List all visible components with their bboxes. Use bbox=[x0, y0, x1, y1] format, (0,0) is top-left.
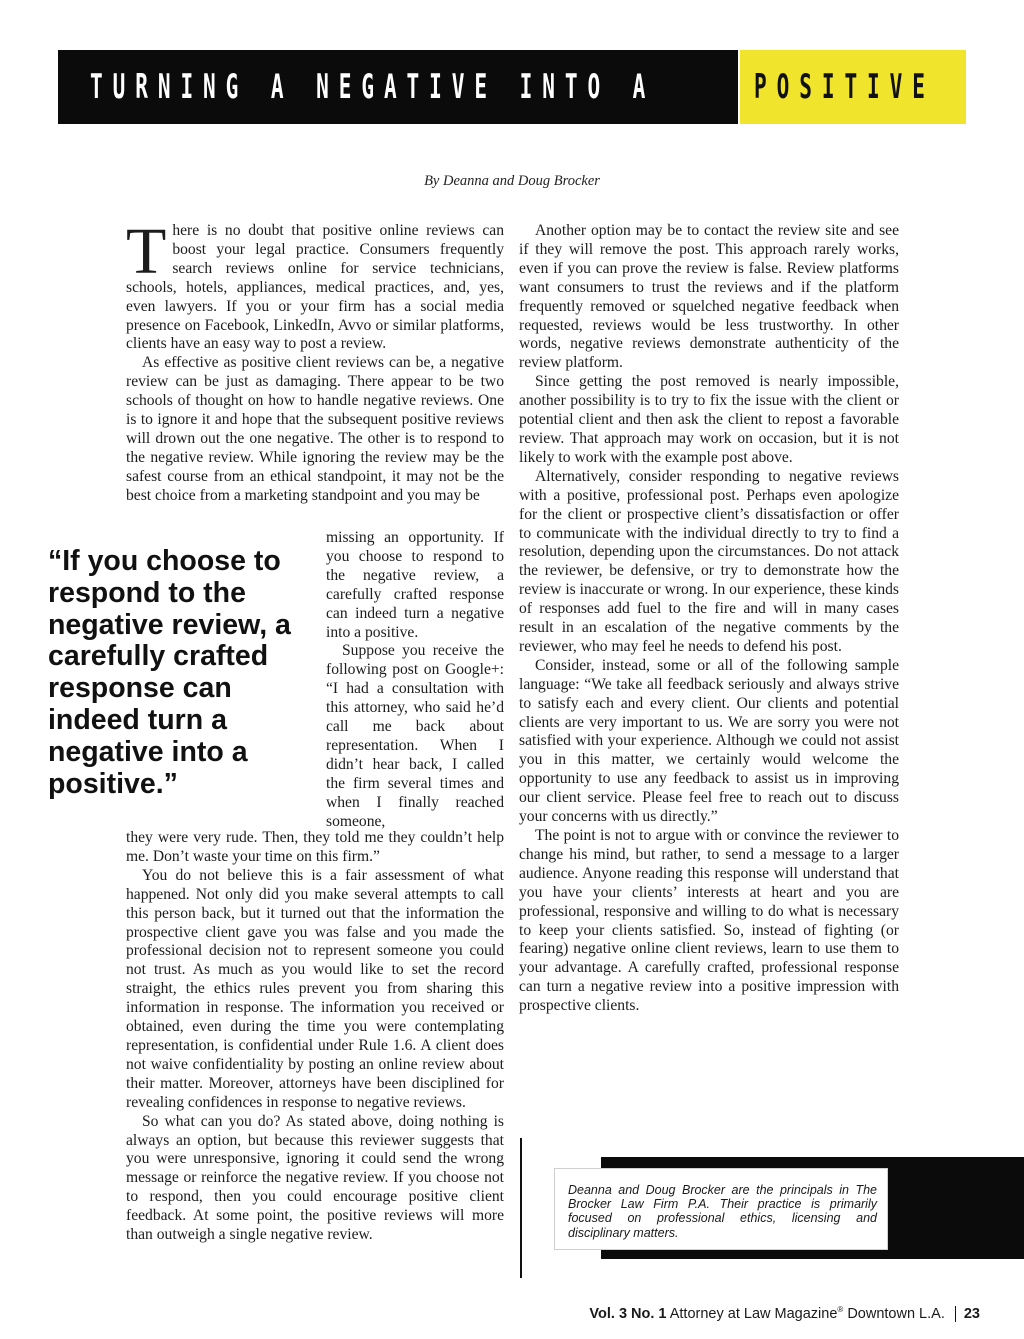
pull-quote: “If you choose to respond to the negative review, a carefully crafted response can indeed turn a negative into a positive.” bbox=[48, 545, 291, 800]
page-footer bbox=[589, 1305, 980, 1322]
paragraph: Alternatively, consider responding to negative reviews with a positive, professional post. Perhaps even apologize for the client or prospective client’s dissatisfaction or offer to communicate with the individual directly to try to find a resolution, depending upon the circumstances. Do not attack the reviewer, be defensive, or try to demonstrate how the review is inaccurate or wrong. In our experience, these kinds of responses add fuel to the fire and will in many cases result in an escalation of the negative comments by the reviewer, who may feel he needs to defend his post. bbox=[519, 467, 899, 655]
paragraph: You do not believe this is a fair assessment of what happened. Not only did you make several attempts to call this person back, but it turned out that the information the prospective client gave you was false and you made the professional decision not to represent someone you could not trust. As much as you would like to set the record straight, the ethics rules prevent you from sharing this information in response. The information you received or obtained, even during the time you were contemplating representation, is confidential under Rule 1.6. A client does not waive confidentiality by posting an online review about their matter. Moreover, attorneys have been disciplined for revealing confidences in response to negative reviews. bbox=[126, 866, 504, 1111]
headline-text: TURNING A NEGATIVE INTO A bbox=[90, 67, 656, 107]
paragraph: they were very rude. Then, they told me they couldn’t help me. Don’t waste your time on this firm.” bbox=[126, 829, 504, 865]
footer-registered: ® bbox=[837, 1305, 844, 1314]
headline-band bbox=[58, 50, 738, 124]
paragraph: As effective as positive client reviews can be, a negative review can be just as damaging. There appear to be two schools of thought on how to handle negative reviews. One is to ignore it and hope that the subsequent positive reviews will drown out the one negative. The other is to respond to the negative review. While ignoring the review may be the safest course from an ethical standpoint, it may not be the best choice from a marketing standpoint and you may be bbox=[126, 354, 504, 504]
right-column bbox=[519, 222, 899, 1016]
headline-accent-band bbox=[740, 50, 966, 124]
paragraph: Another option may be to contact the review site and see if they will remove the post. This approach rarely works, even if you can prove the review is false. Review platforms want consumers to trust the reviews and if the platform frequently removed or squelched negative feedback when requested, reviews would be less trustworthy. In other words, negative reviews demonstrate authenticity of the review platform. bbox=[519, 222, 899, 372]
byline: By Deanna and Doug Brocker bbox=[424, 173, 600, 189]
headline-accent-text: POSITIVE bbox=[754, 67, 935, 107]
left-column-top bbox=[126, 215, 504, 506]
left-column-narrow bbox=[326, 529, 504, 832]
paragraph: The point is not to argue with or convince the reviewer to change his mind, but rather, to send a message to a larger audience. Anyone reading this response will understand that you have your clients’ interests at heart and you are professional, responsive and willing to do what is necessary to keep your clients satisfied. So, instead of fighting (or fearing) negative online client reviews, learn to use them to your advantage. A carefully crafted, professional response can turn a negative review into a positive impression with prospective clients. bbox=[519, 827, 899, 1015]
footer-separator bbox=[955, 1306, 956, 1322]
paragraph: Consider, instead, some or all of the following sample language: “We take all feedback seriously and always strive to satisfy each and every client. Our clients and potential clients are very important to us. We are sorry you were not satisfied with your experience. Although we could not assist you in this matter, we certainly would welcome the opportunity to use any feedback to assist us in improving our client service. Please feel free to reach out to discuss your concerns with us directly.” bbox=[519, 656, 899, 826]
author-bio: Deanna and Doug Brocker are the principals in The Brocker Law Firm P.A. Their practice is primarily focused on professional ethics, licensing and disciplinary matters. bbox=[554, 1168, 888, 1250]
left-column-bottom bbox=[126, 829, 504, 1245]
paragraph: missing an opportunity. If you choose to respond to the negative review, a carefully crafted response can indeed turn a negative into a positive. bbox=[326, 529, 504, 641]
page-number: 23 bbox=[963, 1305, 980, 1322]
vertical-divider bbox=[520, 1138, 522, 1278]
footer-magazine: Attorney at Law Magazine bbox=[669, 1305, 838, 1322]
paragraph: So what can you do? As stated above, doing nothing is always an option, but because this reviewer suggests that you were unresponsive, ignoring it could send the wrong message or reinforce the negative review. If you choose not to respond, then you could encourage positive client feedback. At some point, the positive reviews will more than outweigh a single negative review. bbox=[126, 1112, 504, 1244]
drop-cap: T bbox=[126, 215, 167, 288]
paragraph: Suppose you receive the following post on Google+: “I had a consultation with this attorney, who said he’d call me back about representation. When I didn’t hear back, I called the firm several times and when I finally reached someone, bbox=[326, 642, 504, 830]
paragraph: Since getting the post removed is nearly impossible, another possibility is to try to fix the issue with the client or potential client and then ask the client to repost a favorable review. That approach may work on occasion, but it is not likely to work with the example post above. bbox=[519, 373, 899, 466]
footer-edition: Downtown L.A. bbox=[847, 1305, 945, 1322]
footer-volume: Vol. 3 No. 1 bbox=[589, 1305, 667, 1322]
paragraph: here is no doubt that positive online reviews can boost your legal practice. Consumers frequently search reviews online for service technicians, schools, hotels, appliances, medical practices, and, yes, even lawyers. If you or your firm has a social media presence on Facebook, LinkedIn, Avvo or similar platforms, clients have an easy way to post a review. bbox=[126, 222, 504, 353]
